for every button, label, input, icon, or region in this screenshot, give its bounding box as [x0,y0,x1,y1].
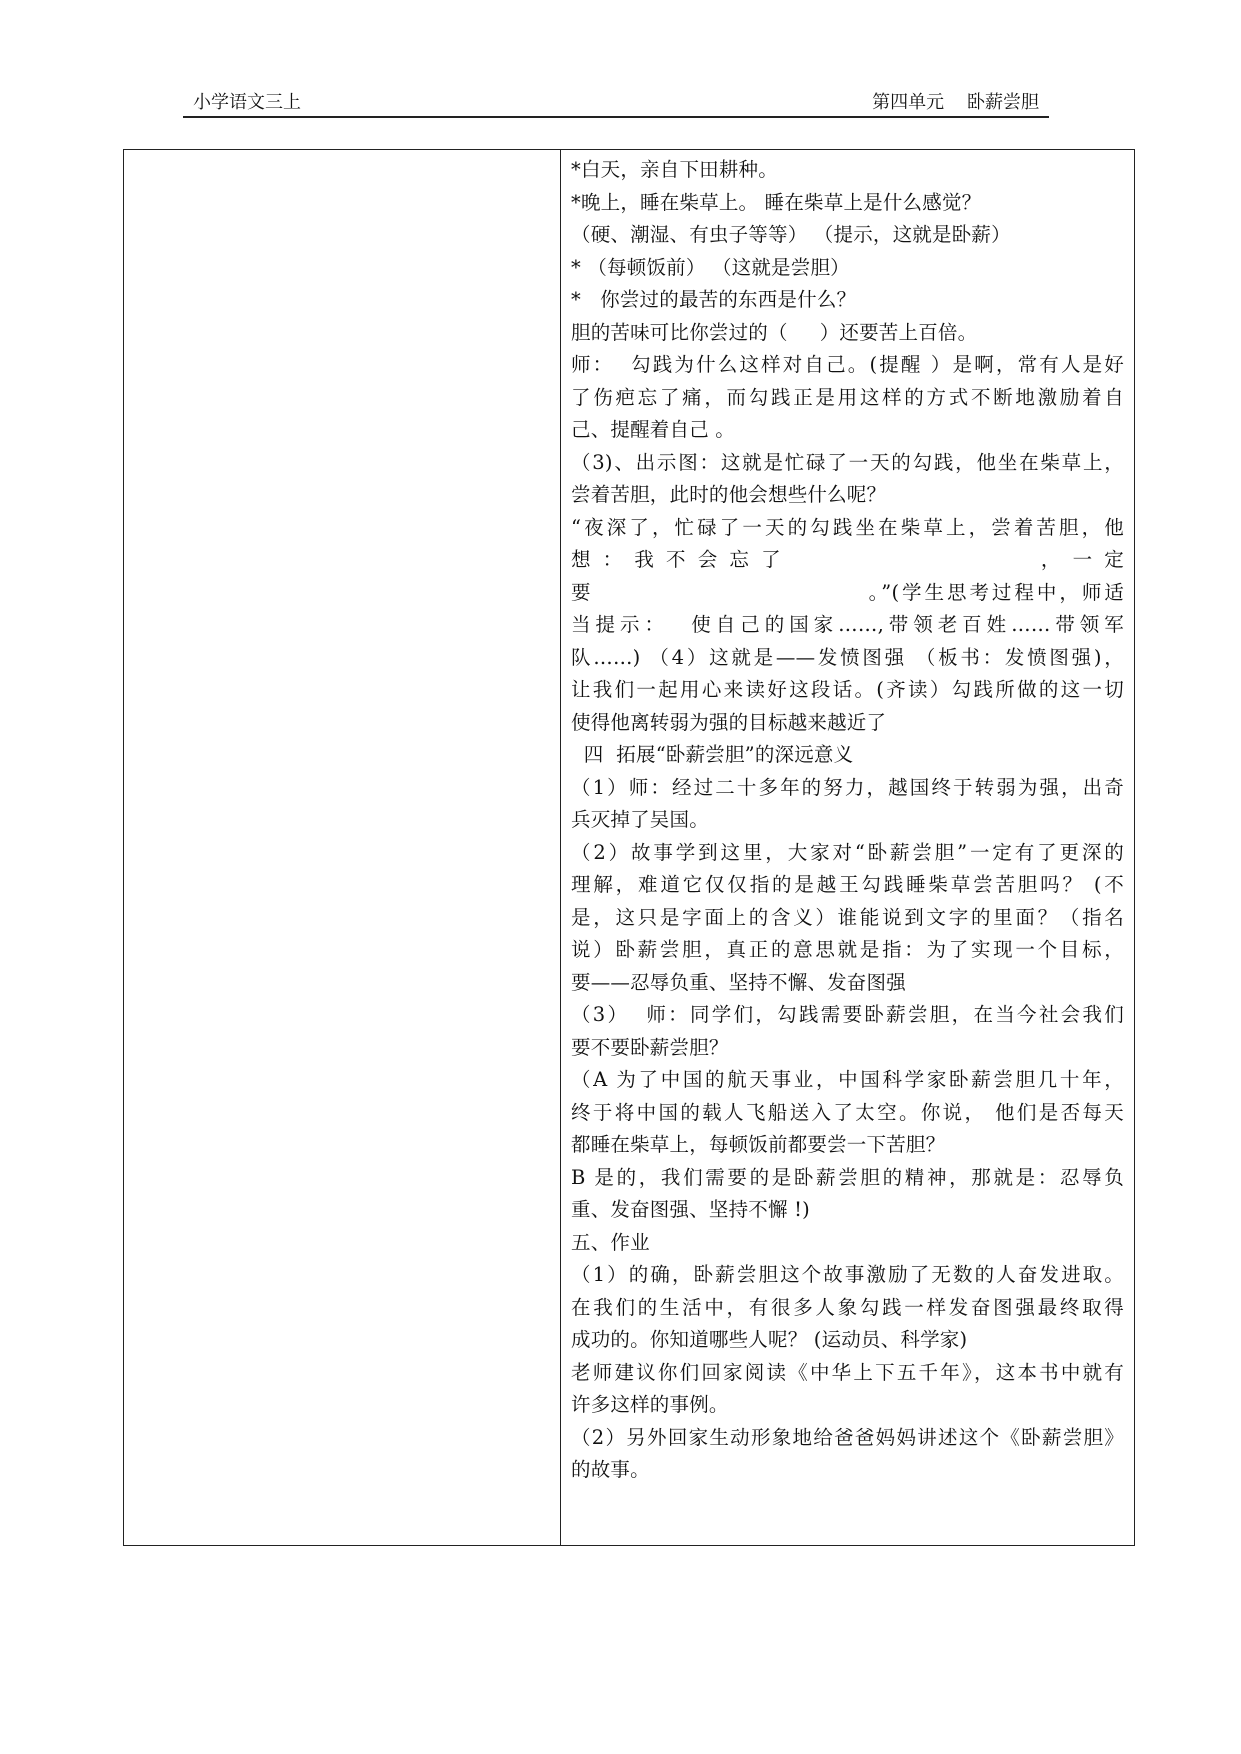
content-line: 在我们的生活中，有很多人象勾践一样发奋图强最终取得 [571,1295,1124,1319]
content-line: 要——忍辱负重、坚持不懈、发奋图强 [571,970,906,994]
content-line: 说）卧薪尝胆，真正的意思就是指：为了实现一个目标， [571,938,1124,961]
content-line: 兵灭掉了吴国。 [571,808,709,831]
header-course-title: 小学语文三上 [193,92,301,113]
content-line: 的故事。 [571,1458,650,1481]
content-line: （1）师：经过二十多年的努力，越国终于转弱为强，出奇 [571,775,1124,799]
content-line: 当提示： 使自己的国家……,带领老百姓……带领军 [571,613,1124,636]
content-line: 胆的苦味可比你尝过的（ ）还要苦上百倍。 [571,320,978,344]
lesson-table [123,149,1135,1546]
content-line: （3)、出示图：这就是忙碌了一天的勾践，他坐在柴草上， [571,450,1124,474]
content-line: 队……) （4）这就是——发愤图强 （板书：发愤图强)， [571,645,1124,669]
content-line: 重、发奋图强、坚持不懈 !) [571,1198,810,1221]
content-line: *晚上，睡在柴草上。 睡在柴草上是什么感觉？ [571,190,982,214]
content-line: （硬、潮湿、有虫子等等） （提示，这就是卧薪） [571,223,1011,246]
content-line: 终于将中国的载人飞船送入了太空。你说， 他们是否每天 [571,1100,1124,1124]
content-line: 尝着苦胆，此时的他会想些什么呢？ [571,483,887,506]
content-line: “夜深了，忙碌了一天的勾践坐在柴草上，尝着苦胆，他 [571,515,1124,539]
page-header [183,88,1049,118]
content-line: B 是的，我们需要的是卧薪尝胆的精神，那就是：忍辱负 [571,1165,1124,1189]
content-line: 都睡在柴草上，每顿饭前都要尝一下苦胆？ [571,1133,946,1156]
content-line: （3） 师：同学们，勾践需要卧薪尝胆，在当今社会我们 [571,1003,1124,1026]
content-line: 四 拓展“卧薪尝胆”的深远意义 [571,743,854,766]
content-line: 了伤疤忘了痛，而勾践正是用这样的方式不断地激励着自 [571,385,1124,409]
content-line: （2）另外回家生动形象地给爸爸妈妈讲述这个《卧薪尝胆》 [571,1425,1124,1449]
content-line: 许多这样的事例。 [571,1393,729,1416]
content-line: 让我们一起用心来读好这段话。(齐读）勾践所做的这一切 [571,678,1124,701]
content-line: 理解，难道它仅仅指的是越王勾践睡柴草尝苦胆吗？ (不 [571,873,1124,896]
content-line: 使得他离转弱为强的目标越来越近了 [571,710,887,734]
table-right-column [561,150,1134,1545]
content-line: * 你尝过的最苦的东西是什么？ [571,288,857,311]
content-line: 己、提醒着自己 。 [571,418,735,441]
content-line: （A 为了中国的航天事业，中国科学家卧薪尝胆几十年， [571,1068,1124,1091]
content-line: 要不要卧薪尝胆？ [571,1035,729,1059]
header-unit-title: 第四单元 卧薪尝胆 [872,92,1039,113]
content-line: 要 。”(学生思考过程中，师适 [571,580,1124,604]
content-line: （2）故事学到这里，大家对“卧薪尝胆”一定有了更深的 [571,840,1124,864]
content-line: 是，这只是字面上的含义）谁能说到文字的里面？（指名 [571,905,1124,929]
content-line: 师： 勾践为什么这样对自己。(提醒 ）是啊，常有人是好 [571,353,1124,376]
content-line: 五、作业 [571,1230,650,1254]
content-line: * （每顿饭前） （这就是尝胆） [571,255,850,279]
content-line: 老师建议你们回家阅读《中华上下五千年》，这本书中就有 [571,1360,1124,1384]
content-line: 成功的。你知道哪些人呢？ (运动员、科学家) [571,1328,968,1351]
content-line: 想 ： 我 不 会 忘 了 ， 一 定 [571,548,1124,571]
content-line: （1）的确，卧薪尝胆这个故事激励了无数的人奋发进取。 [571,1263,1124,1286]
table-left-column [124,150,561,1545]
content-line: *白天，亲自下田耕种。 [571,158,778,181]
